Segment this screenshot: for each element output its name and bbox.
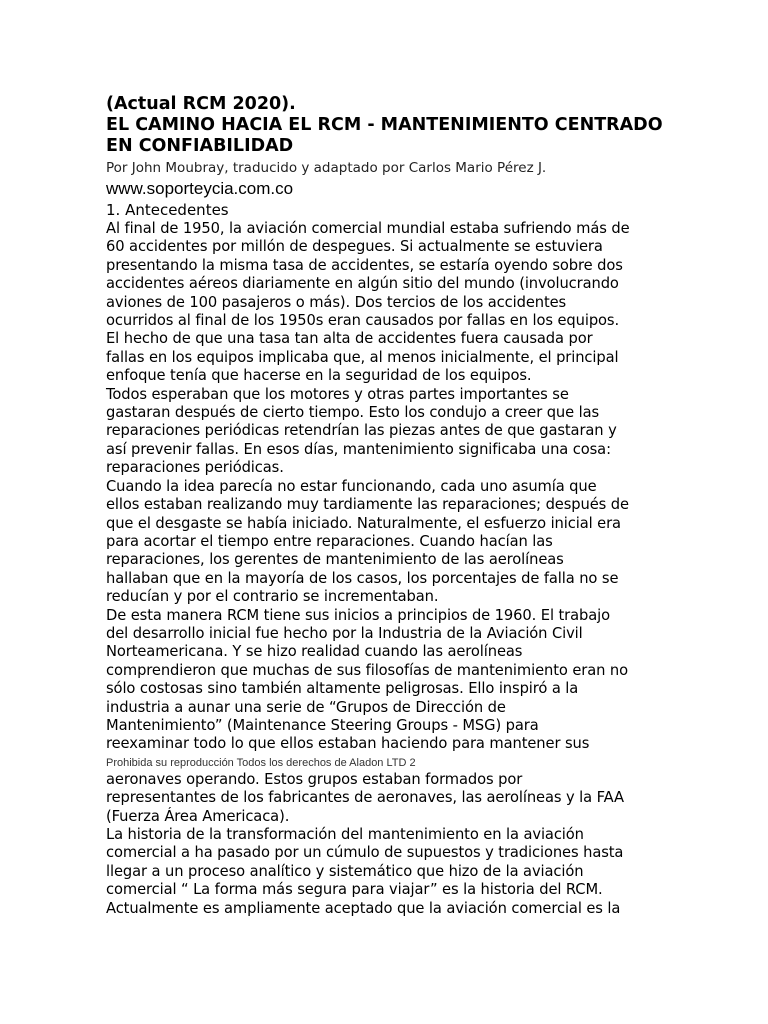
text-line: Actualmente es ampliamente aceptado que la aviación comercial es la	[106, 899, 621, 917]
text-line: Cuando la idea parecía no estar funcionando, cada uno asumía que	[106, 477, 597, 495]
title-line: EN CONFIABILIDAD	[106, 136, 294, 156]
text-line: hallaban que en la mayoría de los casos, los porcentajes de falla no se	[106, 569, 619, 587]
paragraph	[106, 607, 734, 754]
text-line: El hecho de que una tasa tan alta de accidentes fuera causada por	[106, 330, 593, 348]
section-heading: 1. Antecedentes	[106, 201, 229, 219]
author-byline: Por John Moubray, traducido y adaptado por Carlos Mario Pérez J.	[106, 160, 547, 176]
text-line: 60 accidentes por millón de despegues. Si actualmente se estuviera	[106, 238, 603, 256]
text-line: ellos estaban realizando muy tardiamente las reparaciones; después de	[106, 496, 629, 514]
text-line: accidentes aéreos diariamente en algún sitio del mundo (involucrando	[106, 275, 619, 293]
text-line: reexaminar todo lo que ellos estaban haciendo para mantener sus	[106, 735, 590, 753]
text-line: enfoque tenía que hacerse en la seguridad de los equipos.	[106, 367, 532, 385]
page-footer-note: Prohibida su reproducción Todos los derechos de Aladon LTD 2	[106, 756, 416, 769]
text-line: La historia de la transformación del mantenimiento en la aviación	[106, 826, 584, 843]
document-content	[106, 94, 734, 918]
text-line: Mantenimiento” (Maintenance Steering Groups - MSG) para	[106, 716, 539, 734]
text-line: gastaran después de cierto tiempo. Esto los condujo a creer que las	[106, 404, 600, 422]
continuation-text	[106, 771, 734, 826]
text-line: ocurridos al final de los 1950s eran causados por fallas en los equipos.	[106, 312, 620, 330]
website-link[interactable]: www.soporteycia.com.co	[106, 179, 294, 198]
text-line: representantes de los fabricantes de aeronaves, las aerolíneas y la FAA	[106, 789, 624, 807]
text-line: reducían y por el contrario se incrementaban.	[106, 588, 439, 606]
text-line: (Fuerza Área Americaca).	[106, 807, 290, 825]
text-line: Todos esperaban que los motores y otras partes importantes se	[106, 385, 569, 403]
text-line: presentando la misma tasa de accidentes, se estaría oyendo sobre dos	[106, 256, 623, 274]
text-line: Al final de 1950, la aviación comercial mundial estaba sufriendo más de	[106, 220, 630, 237]
paragraph	[106, 220, 734, 386]
text-line: reparaciones, los gerentes de mantenimiento de las aerolíneas	[106, 551, 564, 569]
text-line: reparaciones periódicas.	[106, 459, 284, 477]
text-line: que el desgaste se había iniciado. Naturalmente, el esfuerzo inicial era	[106, 514, 621, 532]
text-line: reparaciones periódicas retendrían las piezas antes de que gastaran y	[106, 422, 617, 440]
text-line: industria a aunar una serie de “Grupos de Dirección de	[106, 698, 506, 716]
text-line: del desarrollo inicial fue hecho por la Industria de la Aviación Civil	[106, 624, 583, 642]
text-line: llegar a un proceso analítico y sistemático que hizo de la aviación	[106, 862, 584, 880]
text-line: Norteamericana. Y se hizo realidad cuando las aerolíneas	[106, 643, 523, 661]
text-line: De esta manera RCM tiene sus inicios a principios de 1960. El trabajo	[106, 606, 611, 624]
document-title	[106, 94, 734, 157]
paragraph	[106, 826, 734, 918]
text-line: aviones de 100 pasajeros o más). Dos tercios de los accidentes	[106, 293, 567, 311]
text-line: comprendieron que muchas de sus filosofías de mantenimiento eran no	[106, 661, 628, 679]
title-line: (Actual RCM 2020).	[106, 94, 296, 114]
title-line: EL CAMINO HACIA EL RCM - MANTENIMIENTO CENTRADO	[106, 115, 663, 135]
paragraph	[106, 478, 734, 607]
text-line: fallas en los equipos implicaba que, al menos inicialmente, el principal	[106, 348, 619, 366]
paragraph	[106, 386, 734, 478]
text-line: comercial a ha pasado por un cúmulo de supuestos y tradiciones hasta	[106, 844, 624, 862]
text-line: aeronaves operando. Estos grupos estaban formados por	[106, 770, 523, 788]
text-line: comercial “ La forma más segura para viajar” es la historia del RCM.	[106, 881, 603, 899]
text-line: así prevenir fallas. En esos días, mantenimiento significaba una cosa:	[106, 440, 611, 458]
text-line: para acortar el tiempo entre reparaciones. Cuando hacían las	[106, 532, 553, 550]
text-line: sólo costosas sino también altamente peligrosas. Ello inspiró a la	[106, 680, 579, 698]
